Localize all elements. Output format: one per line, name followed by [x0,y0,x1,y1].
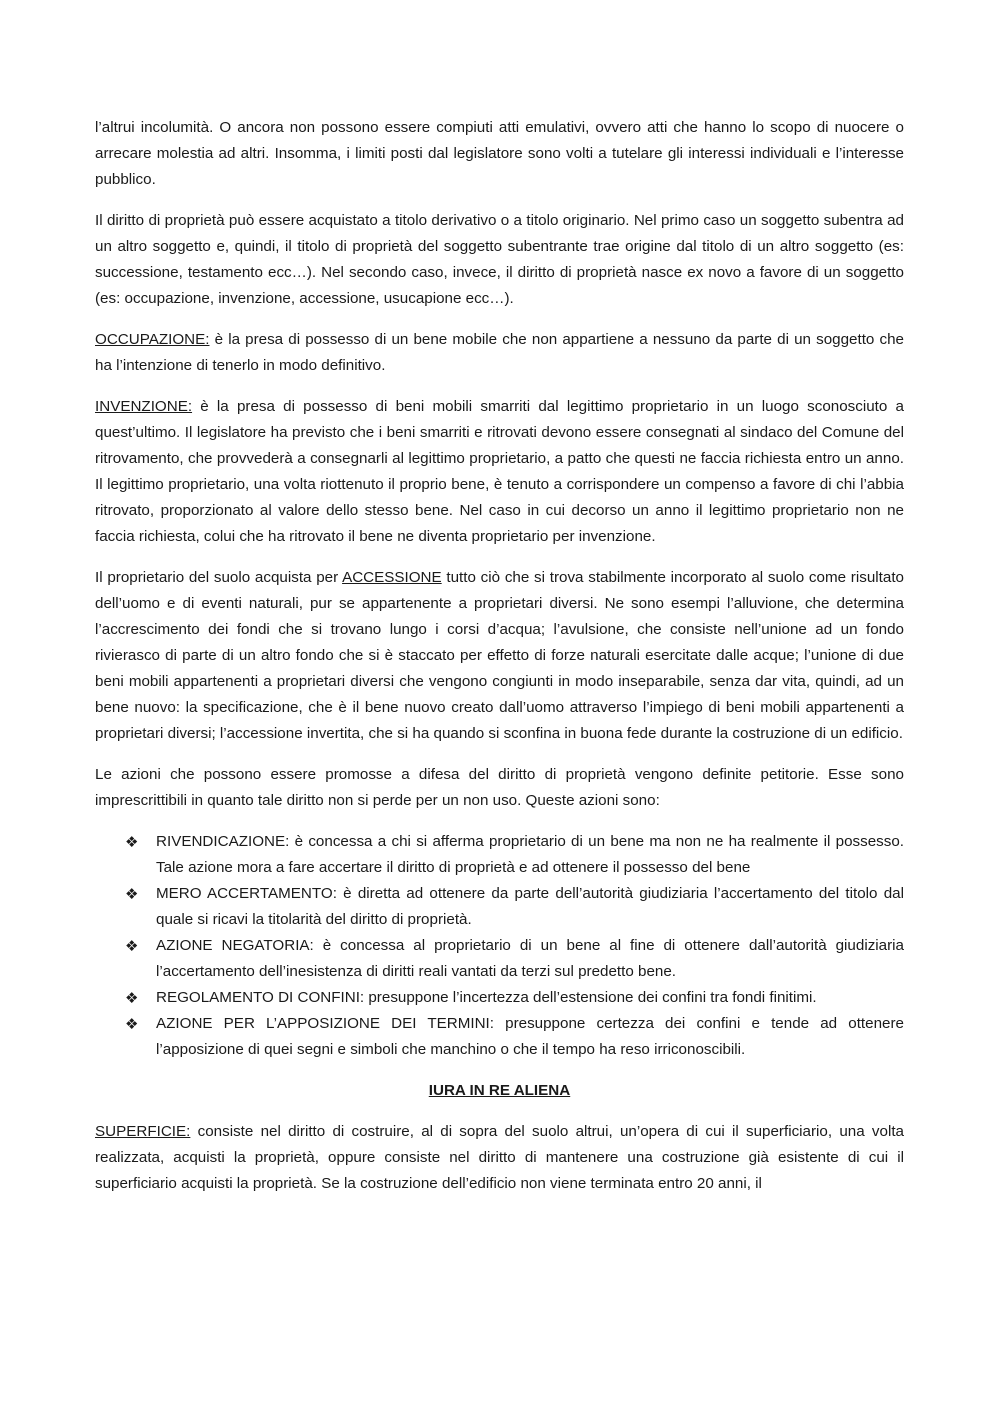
section-heading: IURA IN RE ALIENA [428,1082,571,1099]
paragraph-occupazione [95,327,904,379]
list-item-text: RIVENDICAZIONE: è concessa a chi si afferma proprietario di un bene ma non ne ha realmente il possesso. Tale azione mora a fare accertare il diritto di proprietà e ad ottenere il possesso del bene [156,833,904,876]
list-item [95,829,904,881]
list-item [95,985,904,1011]
diamond-bullet-icon: ❖ [125,885,139,903]
paragraph-superficie [95,1119,904,1197]
paragraph-acquisition: Il diritto di proprietà può essere acquistato a titolo derivativo o a titolo originario. Nel primo caso un soggetto subentra ad un altro soggetto e, quindi, il titolo di proprietà del soggetto subentrante trae origine dal titolo di un altro soggetto (es: successione, testamento ecc…). Nel secondo caso, invece, il diritto di proprietà nasce ex novo a favore di un soggetto (es: occupazione, invenzione, accessione, usucapione ecc…). [95,212,904,307]
list-item-text: REGOLAMENTO DI CONFINI: presuppone l’incertezza dell’estensione dei confini tra fondi finitimi. [156,989,817,1006]
paragraph-petitorie: Le azioni che possono essere promosse a difesa del diritto di proprietà vengono definite petitorie. Esse sono imprescrittibili in quanto tale diritto non si perde per un non uso. Queste azioni sono: [95,766,904,809]
diamond-bullet-icon: ❖ [125,989,139,1007]
diamond-bullet-icon: ❖ [125,1015,139,1033]
term-invenzione: INVENZIONE: [95,398,193,415]
superficie-text: consiste nel diritto di costruire, al di sopra del suolo altrui, un’opera di cui il superficiario, una volta realizzata, acquisti la proprietà, oppure consiste nel diritto di mantenere una costruzione già esistente di cui il superficiario acquisti la proprietà. Se la costruzione dell’edificio non viene terminata entro 20 anni, il [95,1123,904,1192]
occupazione-text: è la presa di possesso di un bene mobile che non appartiene a nessuno da parte di un soggetto che ha l’intenzione di tenerlo in modo definitivo. [95,331,904,374]
paragraph-accessione [95,565,904,747]
term-occupazione: OCCUPAZIONE: [95,331,210,348]
list-item-text: AZIONE PER L’APPOSIZIONE DEI TERMINI: presuppone certezza dei confini e tende ad ottenere l’apposizione di quei segni e simboli che manchino o che il tempo ha reso irriconoscibili. [156,1015,904,1058]
accessione-text: tutto ciò che si trova stabilmente incorporato al suolo come risultato dell’uomo e di eventi naturali, pur se appartenente a proprietari diversi. Ne sono esempi l’alluvione, che determina l’accrescimento dei fondi che si trovano lungo i corsi d’acqua; l’avulsione, che consiste nell’unione ad un fondo rivierasco di parte di un altro fondo che si è staccato per effetto di forze naturali esercitate dalle acque; l’unione di due beni mobili appartenenti a proprietari diversi che vengono congiunti in modo inseparabile, senza dar vita, quindi, ad un bene nuovo: la specificazione, che è il bene nuovo creato dall’uomo attraverso l’impiego di beni mobili appartenenti a proprietari diversi; l’accessione invertita, che si ha quando si sconfina in buona fede durante la costruzione di un edificio. [95,569,904,742]
paragraph-invenzione [95,394,904,550]
document-page [95,115,904,1212]
list-item [95,881,904,933]
list-item [95,1011,904,1063]
term-superficie: SUPERFICIE: [95,1123,191,1140]
list-item-text: MERO ACCERTAMENTO: è diretta ad ottenere da parte dell’autorità giudiziaria l’accertamento del titolo dal quale si ricavi la titolarità del diritto di proprietà. [156,885,904,928]
invenzione-text: è la presa di possesso di beni mobili smarriti dal legittimo proprietario in un luogo sconosciuto a quest’ultimo. Il legislatore ha previsto che i beni smarriti e ritrovati devono essere consegnati al sindaco del Comune del ritrovamento, che provvederà a consegnarli al legittimo proprietario, a patto che questi ne faccia richiesta entro un anno. Il legittimo proprietario, una volta riottenuto il proprio bene, è tenuto a corrispondere un compenso a favore di chi l’abbia ritrovato, proporzionato al valore dello stesso bene. Nel caso in cui decorso un anno il legittimo proprietario non ne faccia richiesta, colui che ha ritrovato il bene ne diventa proprietario per invenzione. [95,398,904,545]
paragraph-limits: l’altrui incolumità. O ancora non possono essere compiuti atti emulativi, ovvero atti che hanno lo scopo di nuocere o arrecare molestia ad altri. Insomma, i limiti posti dal legislatore sono volti a tutelare gli interessi individuali e l’interesse pubblico. [95,119,904,188]
list-item [95,933,904,985]
diamond-bullet-icon: ❖ [125,833,139,851]
term-accessione: ACCESSIONE [342,569,442,586]
list-item-text: AZIONE NEGATORIA: è concessa al proprietario di un bene al fine di ottenere dall’autorità giudiziaria l’accertamento dell’inesistenza di diritti reali vantati da terzi sul predetto bene. [156,937,904,980]
actions-list [95,829,904,1063]
diamond-bullet-icon: ❖ [125,937,139,955]
accessione-intro: Il proprietario del suolo acquista per [95,569,343,586]
